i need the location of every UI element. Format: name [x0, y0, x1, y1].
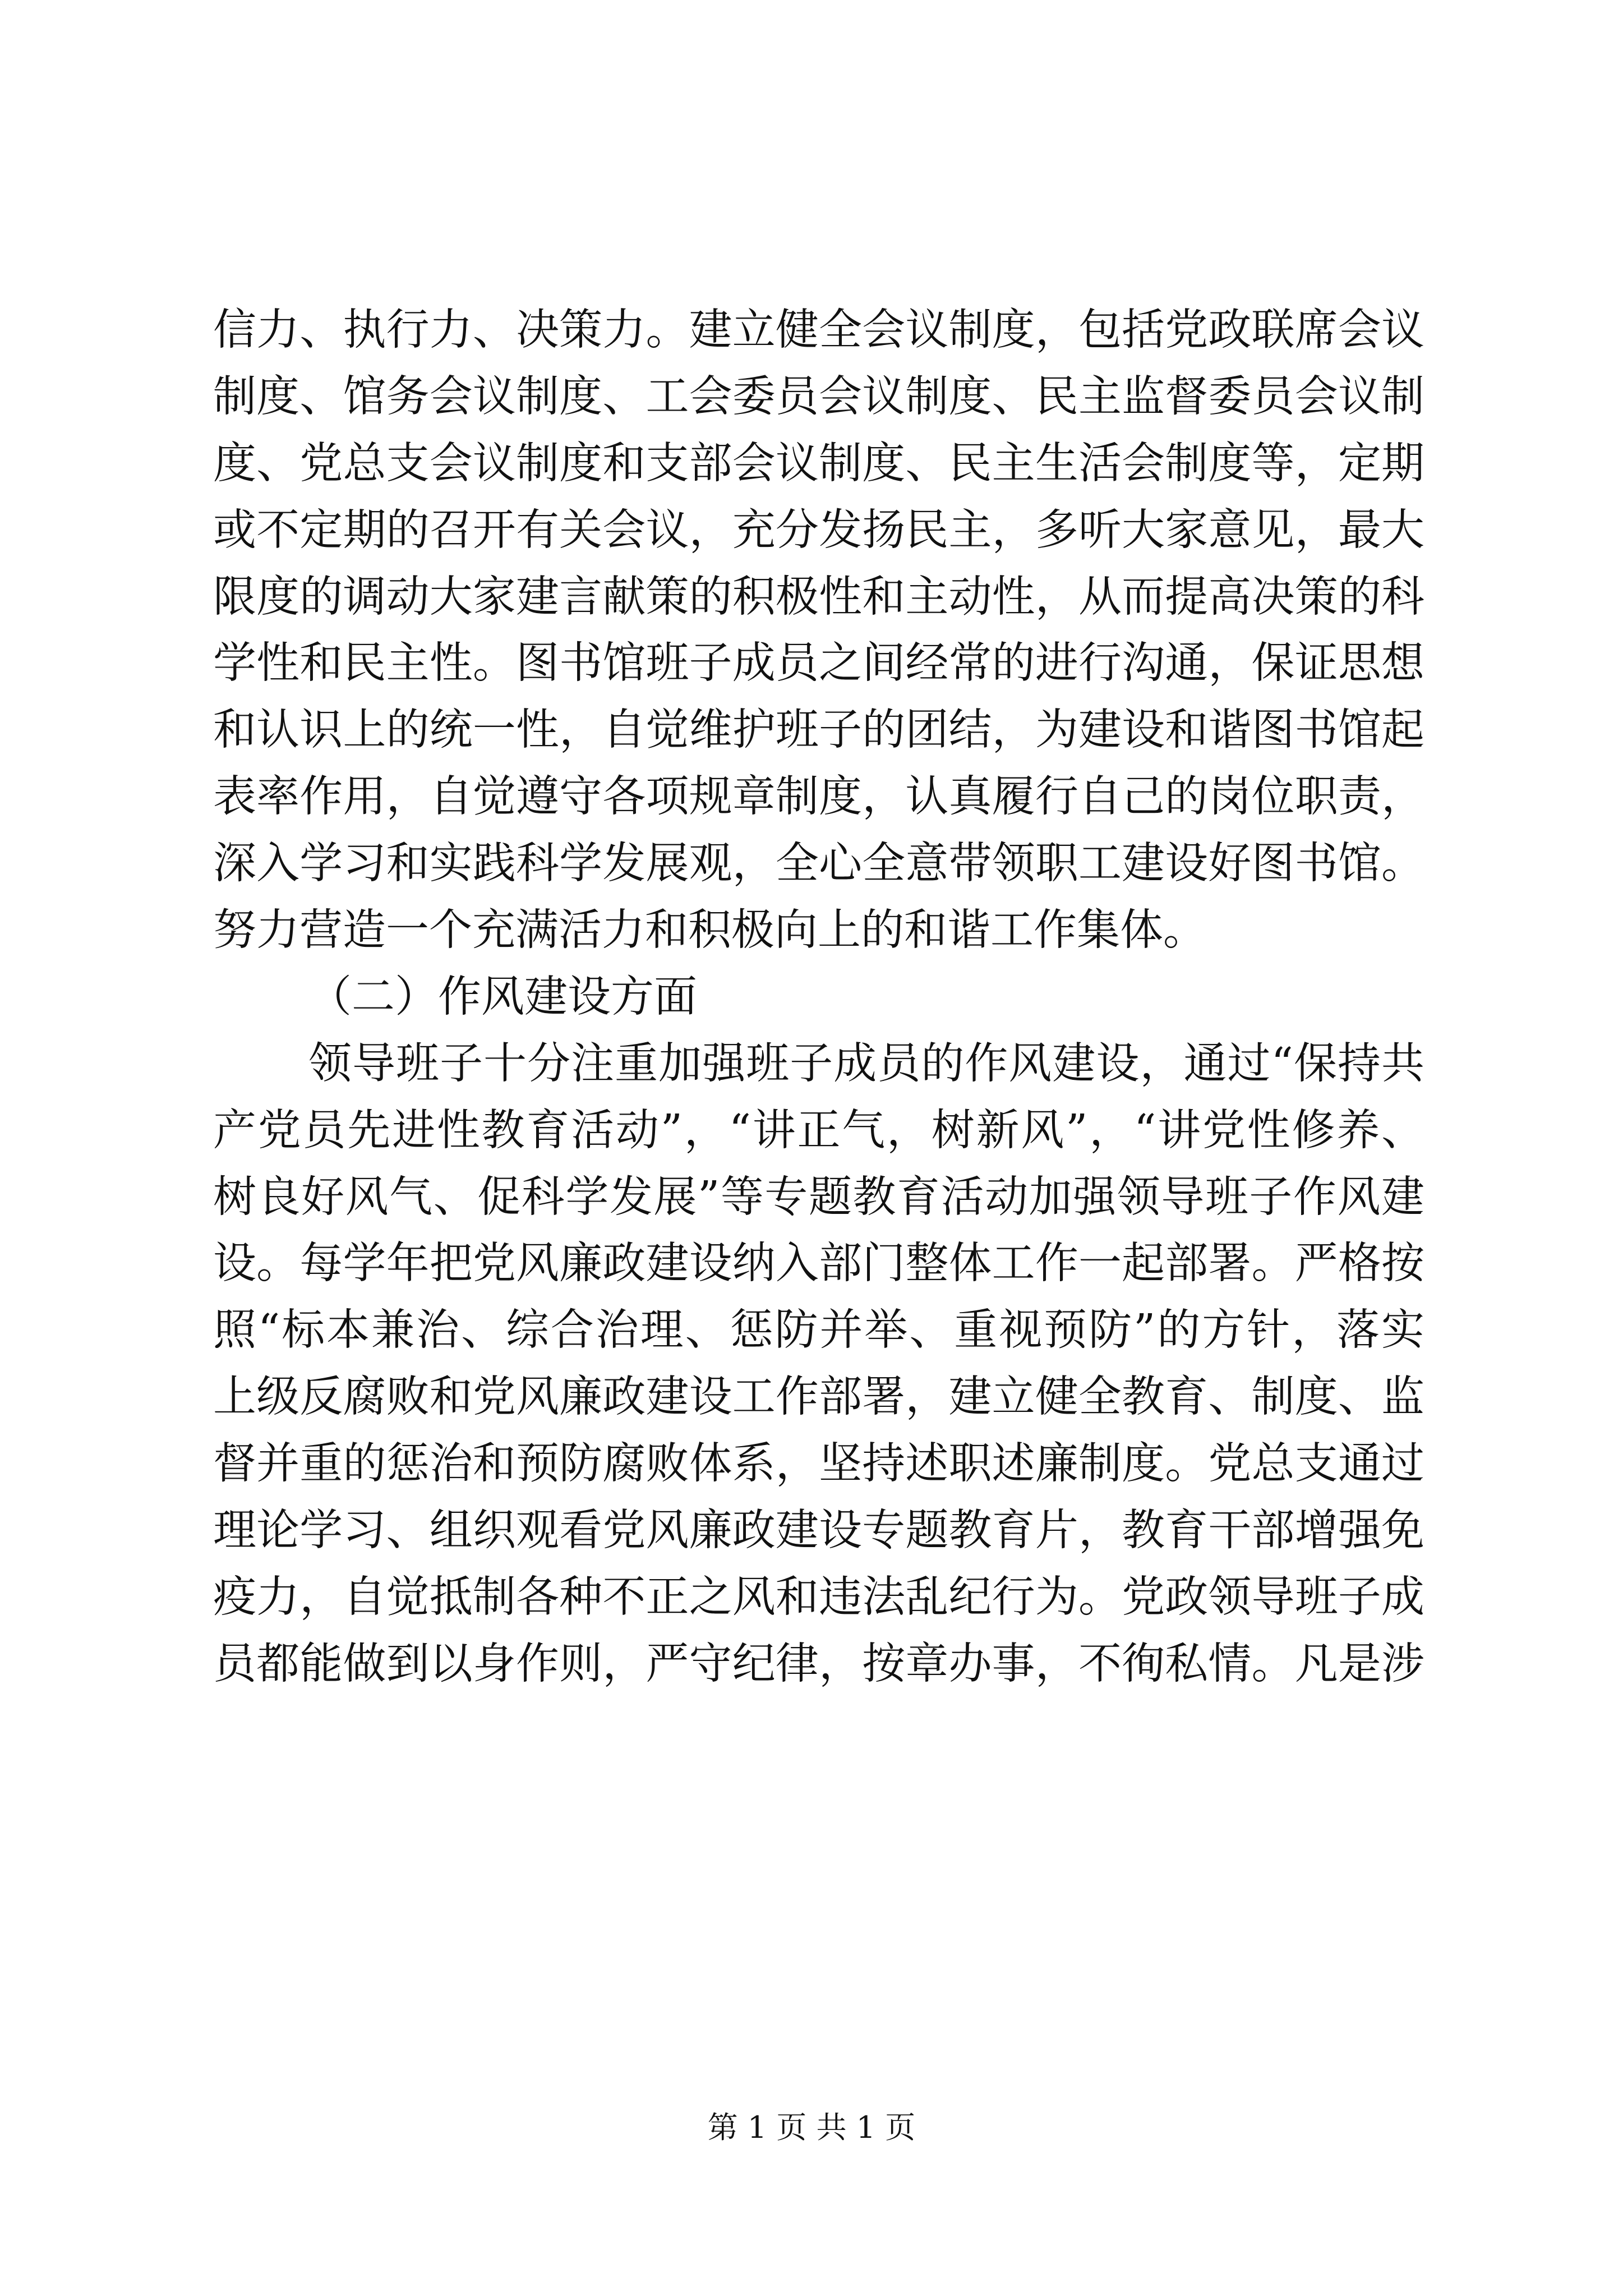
text-line: 限度的调动大家建言献策的积极性和主动性，从而提高决策的科 [213, 572, 1424, 622]
text-line: 深入学习和实践科学发展观，全心全意带领职工建设好图书馆。 [213, 839, 1424, 889]
text-line: 理论学习、组织观看党风廉政建设专题教育片，教育干部增强免 [213, 1506, 1424, 1556]
text-line: 疫力，自觉抵制各种不正之风和违法乱纪行为。党政领导班子成 [213, 1572, 1424, 1622]
text-line: 树良好风气、促科学发展”等专题教育活动加强领导班子作风建 [213, 1172, 1424, 1222]
document-body [213, 297, 1424, 1698]
text-line: 努力营造一个充满活力和积极向上的和谐工作集体。 [213, 905, 1206, 956]
text-line: 上级反腐败和党风廉政建设工作部署，建立健全教育、制度、监 [213, 1372, 1424, 1423]
text-line: 员都能做到以身作则，严守纪律，按章办事，不徇私情。凡是涉 [213, 1639, 1424, 1689]
text-line: 表率作用，自觉遵守各项规章制度，认真履行自己的岗位职责， [213, 772, 1424, 822]
text-line: 制度、馆务会议制度、工会委员会议制度、民主监督委员会议制 [213, 371, 1424, 422]
page-footer: 第 1 页 共 1 页 [707, 2110, 916, 2145]
text-line: 照“标本兼治、综合治理、惩防并举、重视预防”的方针，落实 [213, 1305, 1424, 1356]
text-line: 领导班子十分注重加强班子成员的作风建设，通过“保持共 [308, 1038, 1424, 1089]
text-line: 信力、执行力、决策力。建立健全会议制度，包括党政联席会议 [213, 305, 1424, 355]
section-heading: （二）作风建设方面 [308, 972, 697, 1022]
text-line: 产党员先进性教育活动”，“讲正气，树新风”，“讲党性修养、 [213, 1105, 1424, 1156]
text-line: 和认识上的统一性，自觉维护班子的团结，为建设和谐图书馆起 [213, 705, 1424, 756]
text-line: 学性和民主性。图书馆班子成员之间经常的进行沟通，保证思想 [213, 638, 1424, 689]
text-line: 度、党总支会议制度和支部会议制度、民主生活会制度等，定期 [213, 438, 1424, 489]
text-line: 督并重的惩治和预防腐败体系，坚持述职述廉制度。党总支通过 [213, 1439, 1424, 1489]
text-line: 设。每学年把党风廉政建设纳入部门整体工作一起部署。严格按 [213, 1239, 1424, 1289]
text-line: 或不定期的召开有关会议，充分发扬民主，多听大家意见，最大 [213, 505, 1424, 555]
